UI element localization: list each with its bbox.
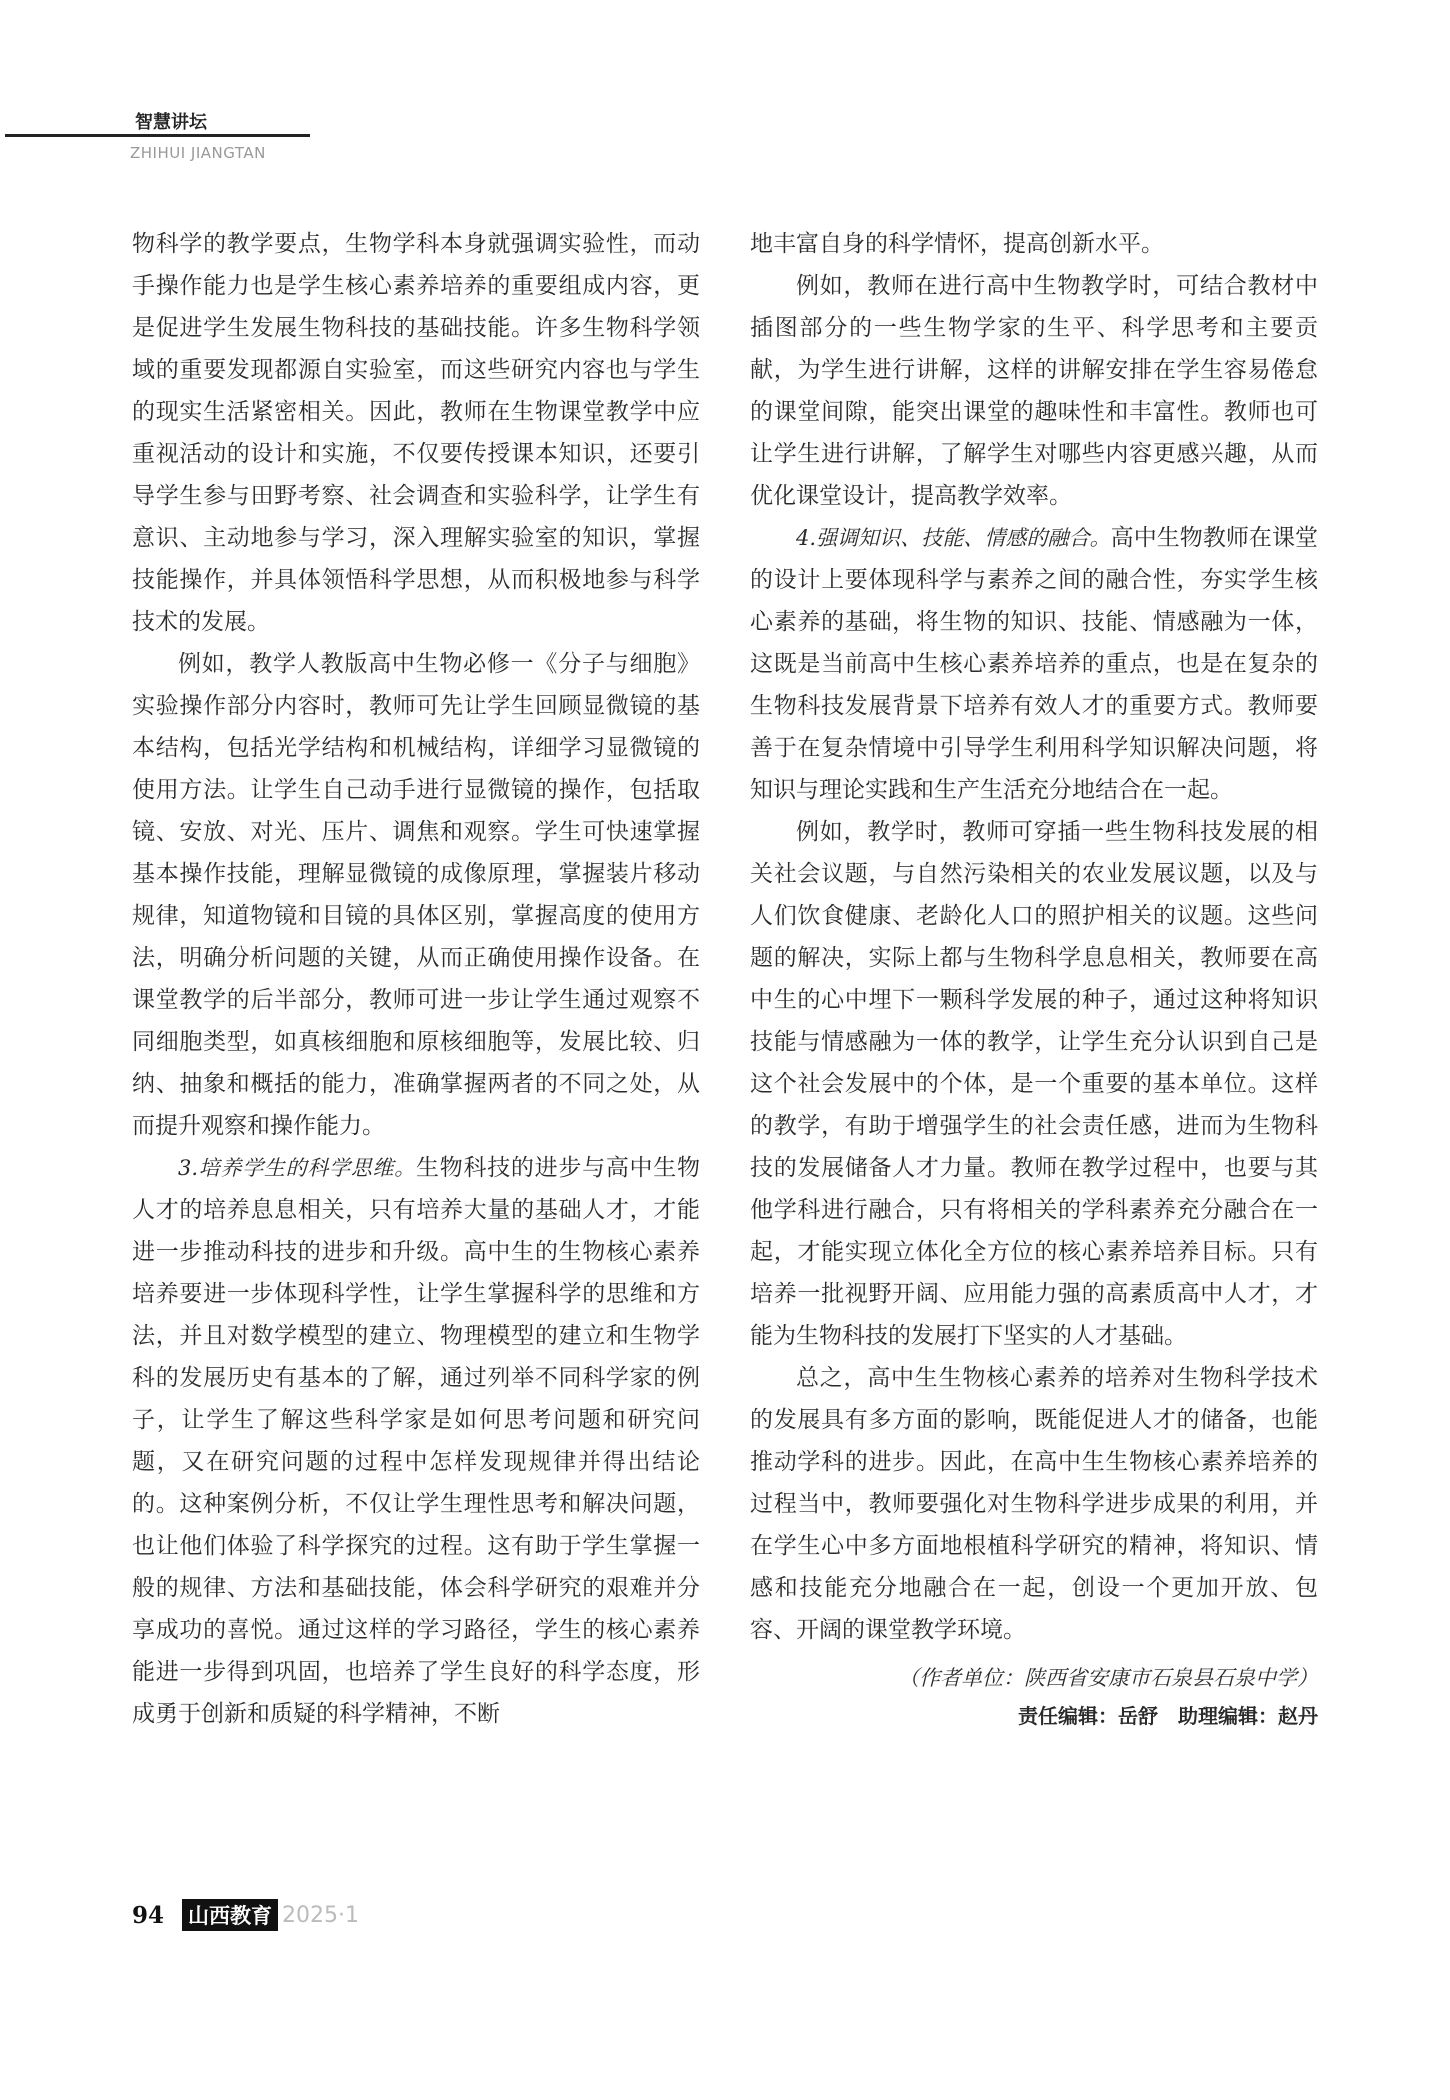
magazine-logo: 山西教育 bbox=[182, 1899, 278, 1931]
page-number: 94 bbox=[132, 1901, 165, 1929]
issue-number: 2025·1 bbox=[282, 1902, 359, 1928]
item-body-3: 生物科技的进步与高中生物人才的培养息息相关，只有培养大量的基础人才，才能进一步推动科技的进步和升级。高中生的生物核心素养培养要进一步体现科学性，让学生掌握科学的思维和方法，并且对数学模型的建立、物理模型的建立和生物学科的发展历史有基本的了解，通过列举不同科学家的例子，让学生了解这些科学家是如何思考问题和研究问题，又在研究问题的过程中怎样发现规律并得出结论的。这种案例分析，不仅让学生理性思考和解决问题，也让他们体验了科学探究的过程。这有助于学生掌握一般的规律、方法和基础技能，体会科学研究的艰难并分享成功的喜悦。通过这样的学习路径，学生的核心素养能进一步得到巩固，也培养了学生良好的科学态度，形成勇于创新和质疑的科学精神，不断 bbox=[132, 1155, 700, 1727]
item-heading-3: 3.培养学生的科学思维。 bbox=[178, 1156, 417, 1180]
page-footer bbox=[132, 1900, 359, 1930]
author-affiliation: （作者单位：陕西省安康市石泉县石泉中学） bbox=[898, 1666, 1318, 1690]
editor-credits: 责任编辑：岳舒 助理编辑：赵丹 bbox=[1018, 1704, 1318, 1728]
header-rule bbox=[5, 134, 310, 137]
right-paragraph-5: 总之，高中生生物核心素养的培养对生物科学技术的发展具有多方面的影响，既能促进人才的储备，也能推动学科的进步。因此，在高中生生物核心素养培养的过程当中，教师要强化对生物科学进步成果的利用，并在学生心中多方面地根植科学研究的精神，将知识、情感和技能充分地融合在一起，创设一个更加开放、包容、开阔的课堂教学环境。 bbox=[750, 1365, 1318, 1643]
item-heading-4: 4.强调知识、技能、情感的融合。 bbox=[796, 526, 1111, 550]
right-paragraph-1: 地丰富自身的科学情怀，提高创新水平。 bbox=[750, 231, 1164, 257]
right-column bbox=[750, 223, 1318, 1733]
right-paragraph-4: 例如，教学时，教师可穿插一些生物科技发展的相关社会议题，与自然污染相关的农业发展议题，以及与人们饮食健康、老龄化人口的照护相关的议题。这些问题的解决，实际上都与生物科学息息相关，教师要在高中生的心中埋下一颗科学发展的种子，通过这种将知识技能与情感融为一体的教学，让学生充分认识到自己是这个社会发展中的个体，是一个重要的基本单位。这样的教学，有助于增强学生的社会责任感，进而为生物科技的发展储备人才力量。教师在教学过程中，也要与其他学科进行融合，只有将相关的学科素养充分融合在一起，才能实现立体化全方位的核心素养培养目标。只有培养一批视野开阔、应用能力强的高素质高中人才，才能为生物科技的发展打下坚实的人才基础。 bbox=[750, 819, 1318, 1349]
right-paragraph-3 bbox=[750, 517, 1318, 811]
item-body-4: 高中生物教师在课堂的设计上要体现科学与素养之间的融合性，夯实学生核心素养的基础，将生物的知识、技能、情感融为一体，这既是当前高中生核心素养培养的重点，也是在复杂的生物科技发展背景下培养有效人才的重要方式。教师要善于在复杂情境中引导学生利用科学知识解决问题，将知识与理论实践和生产生活充分地结合在一起。 bbox=[750, 525, 1318, 803]
left-column bbox=[132, 223, 700, 1735]
section-title-cn: 智慧讲坛 bbox=[135, 112, 207, 133]
left-paragraph-1: 物科学的教学要点，生物学科本身就强调实验性，而动手操作能力也是学生核心素养培养的重要组成内容，更是促进学生发展生物科技的基础技能。许多生物科学领域的重要发现都源自实验室，而这些研究内容也与学生的现实生活紧密相关。因此，教师在生物课堂教学中应重视活动的设计和实施，不仅要传授课本知识，还要引导学生参与田野考察、社会调查和实验科学，让学生有意识、主动地参与学习，深入理解实验室的知识，掌握技能操作，并具体领悟科学思想，从而积极地参与科学技术的发展。 bbox=[132, 231, 700, 635]
left-paragraph-2: 例如，教学人教版高中生物必修一《分子与细胞》实验操作部分内容时，教师可先让学生回顾显微镜的基本结构，包括光学结构和机械结构，详细学习显微镜的使用方法。让学生自己动手进行显微镜的操作，包括取镜、安放、对光、压片、调焦和观察。学生可快速掌握基本操作技能，理解显微镜的成像原理，掌握装片移动规律，知道物镜和目镜的具体区别，掌握高度的使用方法，明确分析问题的关键，从而正确使用操作设备。在课堂教学的后半部分，教师可进一步让学生通过观察不同细胞类型，如真核细胞和原核细胞等，发展比较、归纳、抽象和概括的能力，准确掌握两者的不同之处，从而提升观察和操作能力。 bbox=[132, 651, 700, 1139]
left-paragraph-3 bbox=[132, 1147, 700, 1735]
section-title-en: ZHIHUI JIANGTAN bbox=[130, 144, 266, 162]
right-paragraph-2: 例如，教师在进行高中生物教学时，可结合教材中插图部分的一些生物学家的生平、科学思考和主要贡献，为学生进行讲解，这样的讲解安排在学生容易倦怠的课堂间隙，能突出课堂的趣味性和丰富性。教师也可让学生进行讲解，了解学生对哪些内容更感兴趣，从而优化课堂设计，提高教学效率。 bbox=[750, 273, 1318, 509]
